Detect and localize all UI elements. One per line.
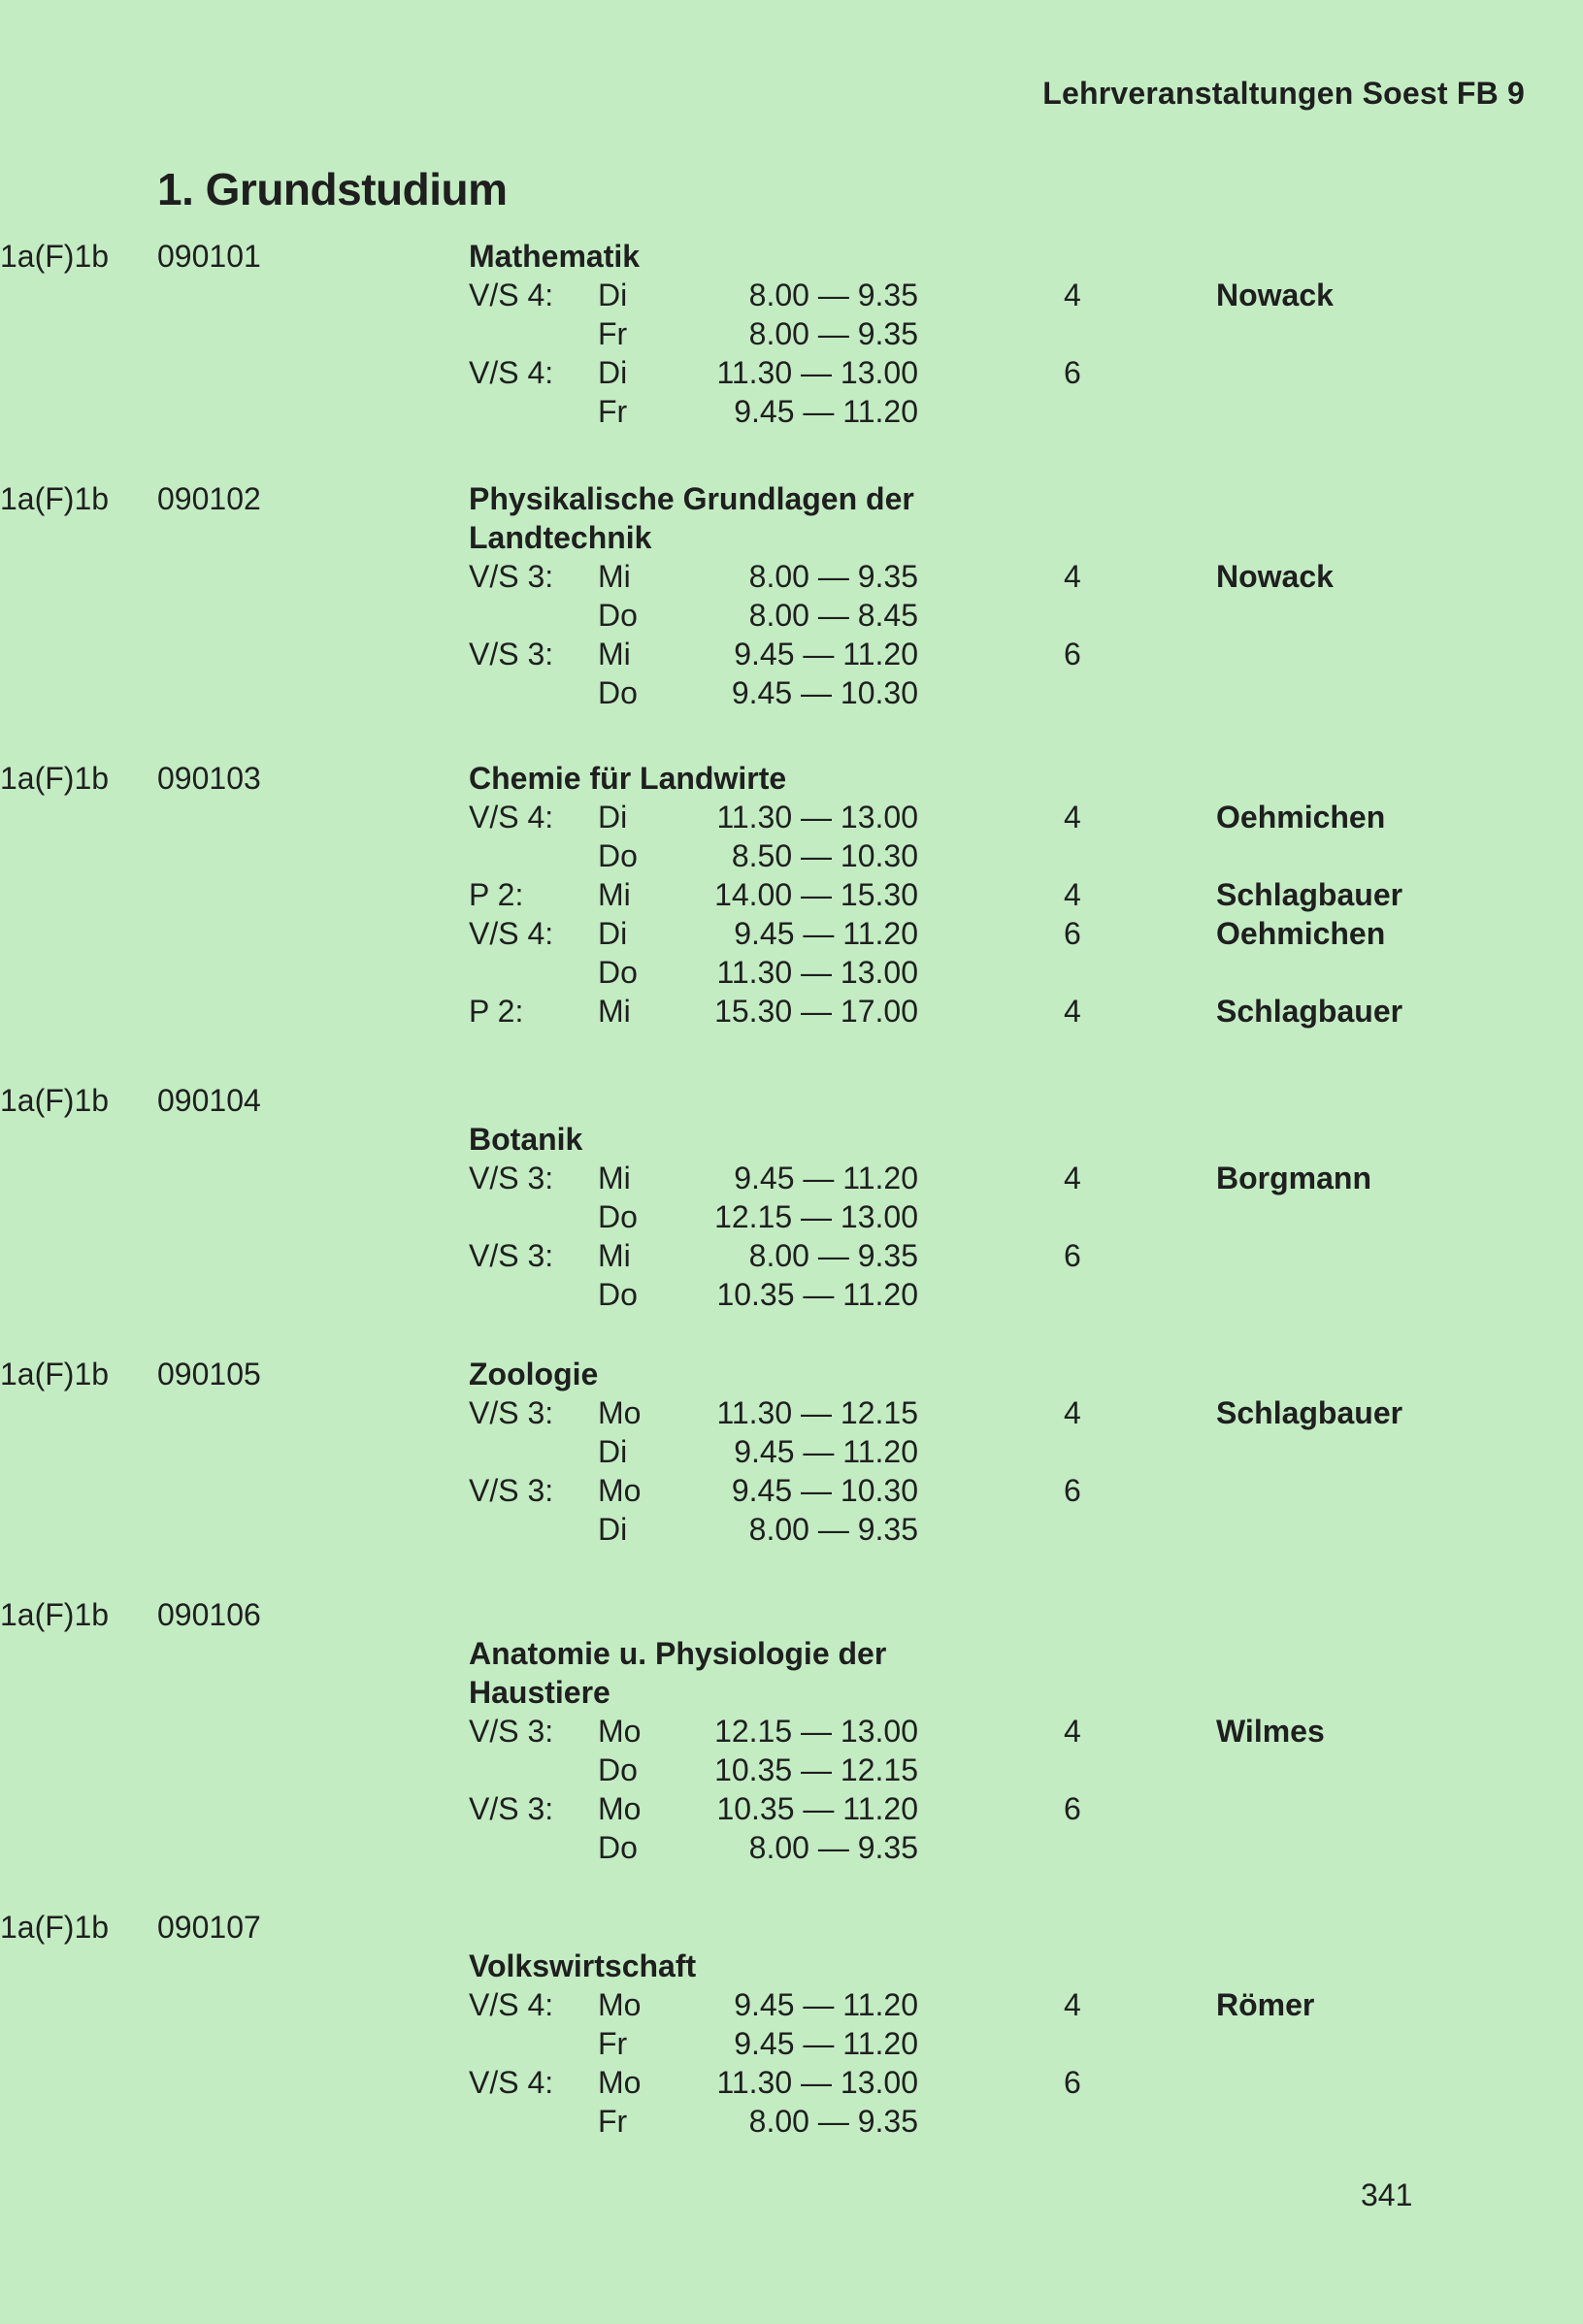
course-day: Di: [598, 1512, 628, 1547]
course-time: 10.35 — 12.15: [714, 1752, 918, 1787]
course-number: 090101: [157, 239, 261, 274]
course-line: [0, 479, 1583, 518]
course-line: [0, 1828, 1583, 1867]
course-group: 1b: [74, 1597, 110, 1632]
course-hours: 6: [1064, 2065, 1081, 2100]
course-day: Do: [598, 1830, 638, 1865]
section-title: 1. Grundstudium: [157, 164, 508, 214]
course-group: 1a: [0, 481, 35, 516]
course-line: [0, 1947, 1583, 1985]
course-type: V/S 3:: [469, 1714, 554, 1749]
course-line: [0, 392, 1583, 431]
course-entry: [0, 237, 1583, 429]
course-type: V/S 4:: [469, 355, 554, 390]
course-day: Do: [598, 955, 638, 990]
course-group: 1a: [0, 1910, 35, 1945]
course-hours: 4: [1064, 994, 1081, 1029]
course-line: [0, 1081, 1583, 1120]
course-line: [0, 1789, 1583, 1828]
course-type: V/S 4:: [469, 278, 554, 312]
course-time: 8.00 — 9.35: [748, 316, 918, 351]
course-lecturer: Oehmichen: [1216, 916, 1386, 951]
course-type: V/S 4:: [469, 800, 554, 835]
course-group: (F): [34, 481, 75, 516]
course-line: [0, 1197, 1583, 1236]
course-time: 9.45 — 11.20: [734, 1987, 918, 2022]
course-hours: 4: [1064, 559, 1081, 594]
course-time: 8.00 — 9.35: [748, 1830, 918, 1865]
course-line: [0, 1751, 1583, 1789]
course-day: Mi: [598, 559, 631, 594]
course-hours: 4: [1064, 1161, 1081, 1195]
course-title: Physikalische Grundlagen der: [469, 481, 914, 516]
course-day: Fr: [598, 2026, 628, 2061]
course-time: 9.45 — 10.30: [731, 675, 918, 710]
course-time: 15.30 — 17.00: [714, 994, 918, 1029]
course-line: [0, 1159, 1583, 1197]
course-type: V/S 3:: [469, 1791, 554, 1826]
course-lecturer: Schlagbauer: [1216, 1395, 1403, 1430]
course-time: 12.15 — 13.00: [714, 1199, 918, 1234]
course-hours: 4: [1064, 1987, 1081, 2022]
course-day: Di: [598, 1434, 628, 1469]
course-time: 9.45 — 11.20: [734, 394, 918, 429]
course-line: [0, 1908, 1583, 1947]
course-day: Fr: [598, 394, 628, 429]
course-title: Mathematik: [469, 239, 641, 274]
course-type: V/S 3:: [469, 1473, 554, 1508]
course-line: [0, 1510, 1583, 1549]
course-group: 1b: [74, 761, 110, 796]
course-time: 8.00 — 9.35: [748, 1238, 918, 1273]
course-hours: 6: [1064, 637, 1081, 671]
course-day: Mo: [598, 1714, 642, 1749]
course-group: 1b: [74, 1357, 110, 1391]
course-day: Mi: [598, 1238, 631, 1273]
course-hours: 4: [1064, 800, 1081, 835]
course-line: [0, 1355, 1583, 1393]
course-entry: [0, 1355, 1583, 1547]
course-entry: [0, 1908, 1583, 2139]
course-hours: 6: [1064, 1473, 1081, 1508]
page-number: 341: [1361, 2177, 1413, 2212]
course-group: 1b: [74, 481, 110, 516]
course-entry: [0, 1081, 1583, 1312]
course-type: V/S 4:: [469, 2065, 554, 2100]
course-line: [0, 1673, 1583, 1712]
course-time: 14.00 — 15.30: [714, 877, 918, 912]
course-time: 11.30 — 13.00: [716, 955, 918, 990]
course-lecturer: Nowack: [1216, 559, 1334, 594]
running-header: Lehrveranstaltungen Soest FB 9: [1042, 76, 1525, 111]
course-number: 090103: [157, 761, 261, 796]
course-line: [0, 759, 1583, 798]
course-time: 9.45 — 11.20: [734, 637, 918, 671]
course-group: 1b: [74, 1083, 110, 1118]
course-number: 090105: [157, 1357, 261, 1391]
course-time: 10.35 — 11.20: [716, 1277, 918, 1312]
course-type: P 2:: [469, 994, 524, 1029]
course-line: [0, 673, 1583, 712]
course-line: [0, 798, 1583, 836]
course-group: (F): [34, 1910, 75, 1945]
course-group: (F): [34, 1357, 75, 1391]
course-time: 10.35 — 11.20: [716, 1791, 918, 1826]
course-day: Mi: [598, 877, 631, 912]
course-group: 1a: [0, 761, 35, 796]
course-group: 1a: [0, 1357, 35, 1391]
course-day: Mi: [598, 637, 631, 671]
course-group: (F): [34, 239, 75, 274]
course-line: [0, 875, 1583, 914]
course-lecturer: Schlagbauer: [1216, 877, 1403, 912]
course-time: 9.45 — 11.20: [734, 2026, 918, 2061]
course-group: (F): [34, 1597, 75, 1632]
course-group: (F): [34, 1083, 75, 1118]
course-number: 090104: [157, 1083, 261, 1118]
course-time: 8.00 — 9.35: [748, 278, 918, 312]
course-day: Mo: [598, 1473, 642, 1508]
course-time: 12.15 — 13.00: [714, 1714, 918, 1749]
course-type: V/S 4:: [469, 1987, 554, 2022]
course-group: 1b: [74, 1910, 110, 1945]
course-group: 1a: [0, 1083, 35, 1118]
course-line: [0, 353, 1583, 392]
course-line: [0, 1985, 1583, 2024]
course-hours: 6: [1064, 916, 1081, 951]
course-line: [0, 2063, 1583, 2102]
course-line: [0, 2024, 1583, 2063]
course-line: [0, 557, 1583, 596]
course-lecturer: Borgmann: [1216, 1161, 1371, 1195]
course-hours: 4: [1064, 278, 1081, 312]
course-line: [0, 518, 1583, 557]
course-line: [0, 1120, 1583, 1159]
course-hours: 4: [1064, 877, 1081, 912]
course-group: (F): [34, 761, 75, 796]
course-group: 1a: [0, 1597, 35, 1632]
course-lecturer: Nowack: [1216, 278, 1334, 312]
course-line: [0, 1393, 1583, 1432]
course-group: 1b: [74, 239, 110, 274]
course-hours: 4: [1064, 1714, 1081, 1749]
course-type: V/S 3:: [469, 1395, 554, 1430]
course-hours: 6: [1064, 1238, 1081, 1273]
course-entry: [0, 479, 1583, 710]
course-line: [0, 1634, 1583, 1673]
course-title: Anatomie u. Physiologie der: [469, 1636, 887, 1671]
course-title: Botanik: [469, 1122, 583, 1157]
course-hours: 4: [1064, 1395, 1081, 1430]
course-hours: 6: [1064, 355, 1081, 390]
course-line: [0, 314, 1583, 353]
course-time: 11.30 — 13.00: [716, 2065, 918, 2100]
course-time: 8.00 — 9.35: [748, 2104, 918, 2139]
course-day: Di: [598, 278, 628, 312]
course-type: V/S 3:: [469, 637, 554, 671]
course-time: 11.30 — 12.15: [716, 1395, 918, 1430]
course-day: Mo: [598, 2065, 642, 2100]
course-title: Chemie für Landwirte: [469, 761, 787, 796]
course-time: 8.50 — 10.30: [731, 838, 918, 873]
course-entry: [0, 1595, 1583, 1865]
course-title: Volkswirtschaft: [469, 1948, 697, 1983]
course-group: 1a: [0, 239, 35, 274]
course-day: Do: [598, 838, 638, 873]
course-day: Do: [598, 1277, 638, 1312]
course-line: [0, 1432, 1583, 1471]
course-day: Fr: [598, 316, 628, 351]
course-day: Do: [598, 1752, 638, 1787]
course-time: 11.30 — 13.00: [716, 800, 918, 835]
course-title: Zoologie: [469, 1357, 599, 1391]
course-title: Landtechnik: [469, 520, 652, 555]
course-type: V/S 3:: [469, 1161, 554, 1195]
course-day: Do: [598, 1199, 638, 1234]
course-day: Mo: [598, 1987, 642, 2022]
course-type: V/S 3:: [469, 559, 554, 594]
course-line: [0, 1595, 1583, 1634]
course-day: Mi: [598, 994, 631, 1029]
course-time: 9.45 — 11.20: [734, 1434, 918, 1469]
course-line: [0, 237, 1583, 276]
course-line: [0, 1236, 1583, 1275]
course-line: [0, 914, 1583, 953]
course-day: Do: [598, 675, 638, 710]
course-time: 9.45 — 11.20: [734, 1161, 918, 1195]
course-lecturer: Römer: [1216, 1987, 1315, 2022]
course-time: 9.45 — 10.30: [731, 1473, 918, 1508]
course-time: 9.45 — 11.20: [734, 916, 918, 951]
course-title: Haustiere: [469, 1675, 610, 1710]
course-type: V/S 4:: [469, 916, 554, 951]
course-day: Fr: [598, 2104, 628, 2139]
course-hours: 6: [1064, 1791, 1081, 1826]
course-line: [0, 1712, 1583, 1751]
course-day: Mo: [598, 1791, 642, 1826]
course-line: [0, 635, 1583, 673]
course-lecturer: Oehmichen: [1216, 800, 1386, 835]
course-day: Mo: [598, 1395, 642, 1430]
course-line: [0, 2102, 1583, 2141]
course-time: 11.30 — 13.00: [716, 355, 918, 390]
course-line: [0, 992, 1583, 1031]
course-day: Do: [598, 598, 638, 633]
course-type: P 2:: [469, 877, 524, 912]
course-day: Di: [598, 916, 628, 951]
course-lecturer: Schlagbauer: [1216, 994, 1403, 1029]
course-day: Di: [598, 800, 628, 835]
course-line: [0, 836, 1583, 875]
course-line: [0, 953, 1583, 992]
course-lecturer: Wilmes: [1216, 1714, 1325, 1749]
course-number: 090102: [157, 481, 261, 516]
course-time: 8.00 — 8.45: [748, 598, 918, 633]
course-time: 8.00 — 9.35: [748, 559, 918, 594]
course-line: [0, 276, 1583, 314]
course-line: [0, 1275, 1583, 1314]
course-number: 090107: [157, 1910, 261, 1945]
course-number: 090106: [157, 1597, 261, 1632]
course-type: V/S 3:: [469, 1238, 554, 1273]
course-entry: [0, 759, 1583, 1029]
course-time: 8.00 — 9.35: [748, 1512, 918, 1547]
course-line: [0, 596, 1583, 635]
course-line: [0, 1471, 1583, 1510]
course-day: Di: [598, 355, 628, 390]
course-day: Mi: [598, 1161, 631, 1195]
